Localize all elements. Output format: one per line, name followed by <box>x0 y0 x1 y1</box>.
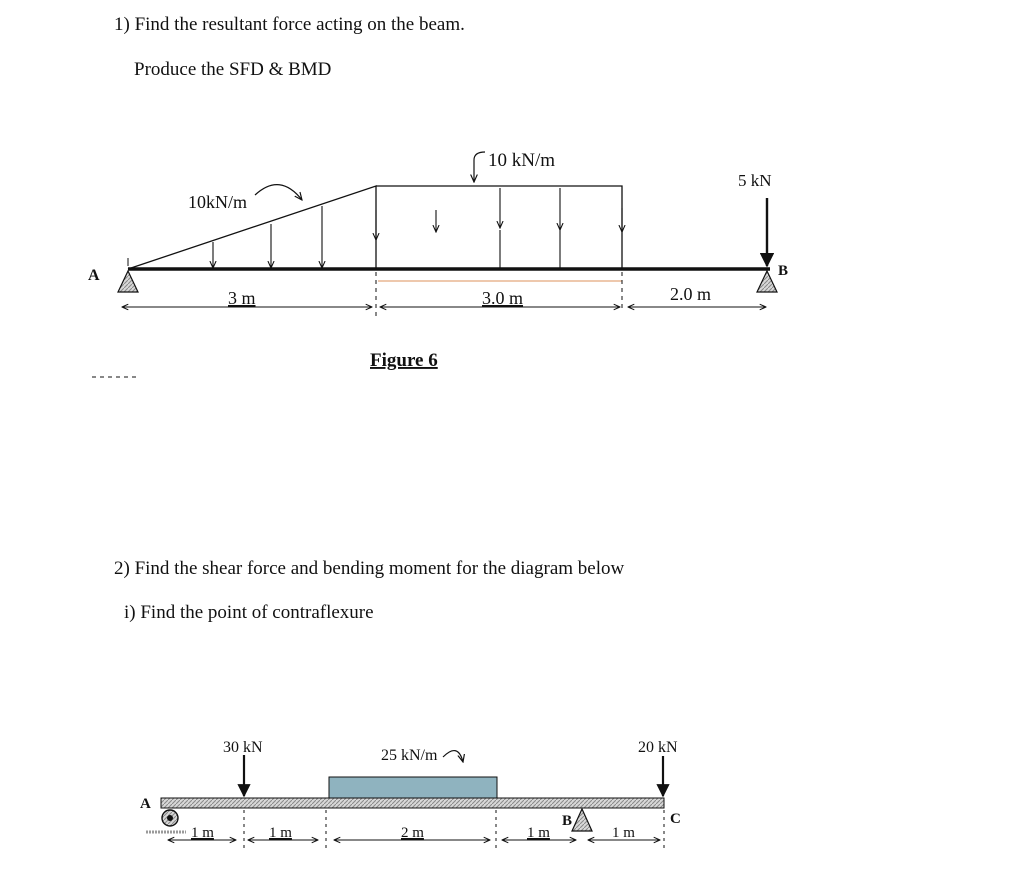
fig2-load-1-label: 30 kN <box>223 739 263 756</box>
question-1-subtitle: Produce the SFD & BMD <box>134 59 332 80</box>
triangular-load-label: 10kN/m <box>188 192 248 212</box>
fig2-dim-label: 2 m <box>401 825 424 841</box>
fig2-dim-label: 1 m <box>527 825 550 841</box>
fig6-label-a: A <box>88 267 100 284</box>
fig2-udl-leader <box>443 751 463 762</box>
fig2-dim-label: 1 m <box>191 825 214 841</box>
triangular-load-outline <box>128 186 376 269</box>
udl-load-label: 10 kN/m <box>488 150 556 171</box>
dim-label-2: 3.0 m <box>482 288 524 308</box>
fig2-dim-label: 1 m <box>269 825 292 841</box>
fig6-label-b: B <box>778 263 789 279</box>
dim-label-3: 2.0 m <box>670 284 712 304</box>
support-a-pin <box>118 258 138 292</box>
fig2-label-b: B <box>562 813 573 829</box>
fig2-udl-label: 25 kN/m <box>381 747 438 764</box>
udl-label-leader <box>474 152 485 182</box>
fig2-dim-label: 1 m <box>612 825 635 841</box>
fig2-load-2-label: 20 kN <box>638 739 678 756</box>
fig2-label-a: A <box>140 796 151 812</box>
question-2-title: 2) Find the shear force and bending moment for the diagram below <box>114 558 625 579</box>
figure-6-caption: Figure 6 <box>370 350 438 371</box>
support-b-pin <box>757 271 777 292</box>
fig2-label-c: C <box>670 811 681 827</box>
fig2-beam <box>161 798 664 808</box>
tri-label-leader <box>255 185 302 200</box>
point-load-label: 5 kN <box>738 171 772 190</box>
question-1-title: 1) Find the resultant force acting on the beam. <box>114 14 465 35</box>
udl-outline <box>376 186 622 269</box>
dim-label-1: 3 m <box>228 288 256 308</box>
fig2-support-b <box>572 809 592 831</box>
question-2-subquestion: i) Find the point of contraflexure <box>124 602 374 623</box>
fig2-udl-block <box>329 777 497 798</box>
fig2-support-a <box>146 810 186 832</box>
